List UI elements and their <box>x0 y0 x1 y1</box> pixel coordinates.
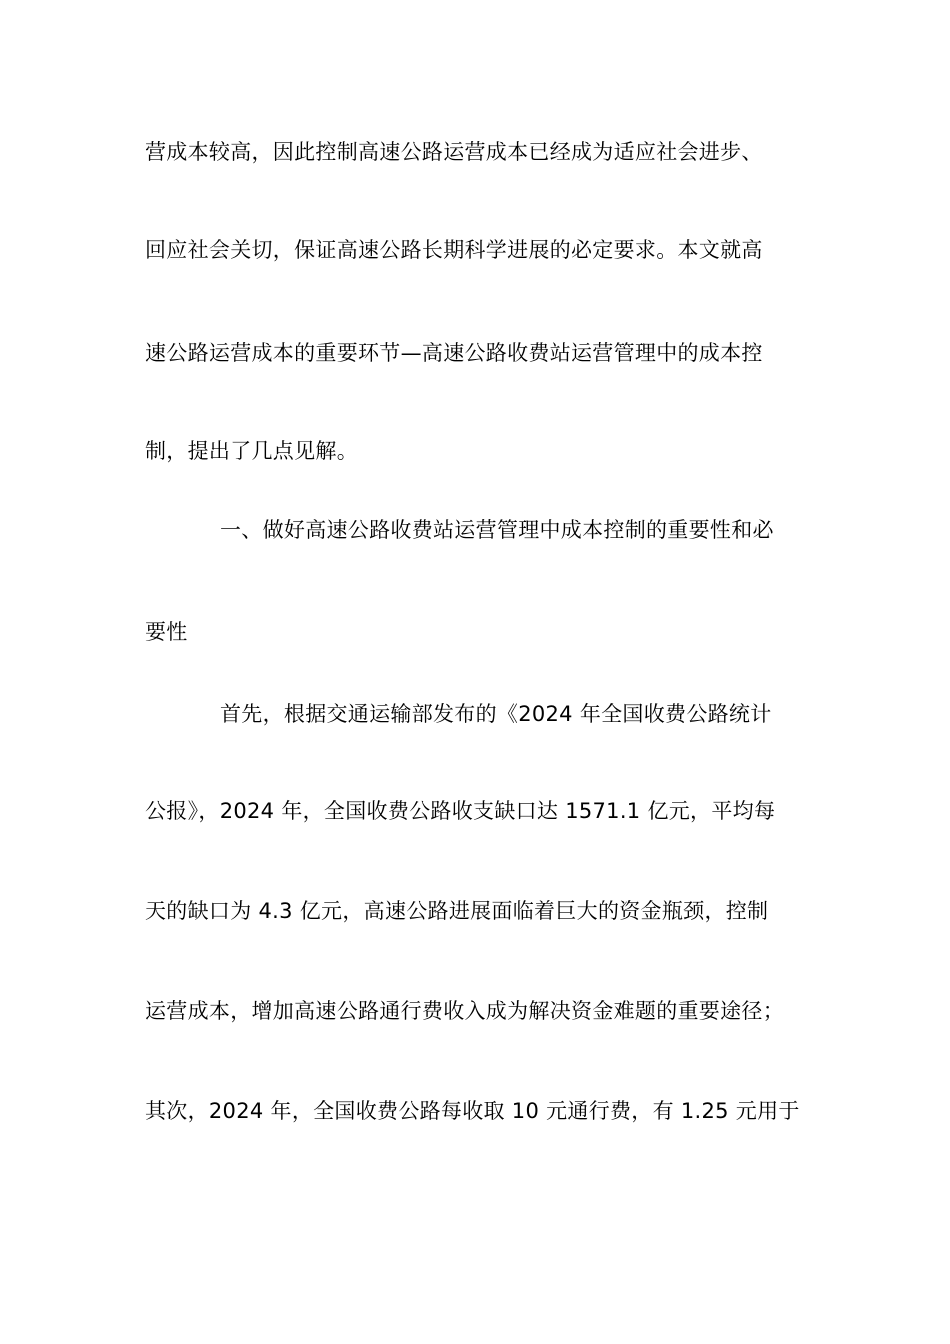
section-heading-continuation: 要性 <box>145 620 188 644</box>
section-heading: 一、做好高速公路收费站运营管理中成本控制的重要性和必 <box>220 518 774 542</box>
paragraph-line: 首先，根据交通运输部发布的《2024 年全国收费公路统计 <box>220 702 772 726</box>
paragraph-line: 天的缺口为 4.3 亿元，高速公路进展面临着巨大的资金瓶颈，控制 <box>145 899 769 923</box>
paragraph-line: 营成本较高，因此控制高速公路运营成本已经成为适应社会进步、 <box>145 140 763 164</box>
paragraph-line: 其次，2024 年，全国收费公路每收取 10 元通行费，有 1.25 元用于 <box>145 1099 800 1123</box>
paragraph-line: 运营成本，增加高速公路通行费收入成为解决资金难题的重要途径； <box>145 999 784 1023</box>
paragraph-line: 回应社会关切，保证高速公路长期科学进展的必定要求。本文就高 <box>145 238 763 262</box>
paragraph-line: 制，提出了几点见解。 <box>145 439 358 463</box>
paragraph-line: 速公路运营成本的重要环节—高速公路收费站运营管理中的成本控 <box>145 341 763 365</box>
paragraph-line: 公报》，2024 年，全国收费公路收支缺口达 1571.1 亿元，平均每 <box>145 799 776 823</box>
